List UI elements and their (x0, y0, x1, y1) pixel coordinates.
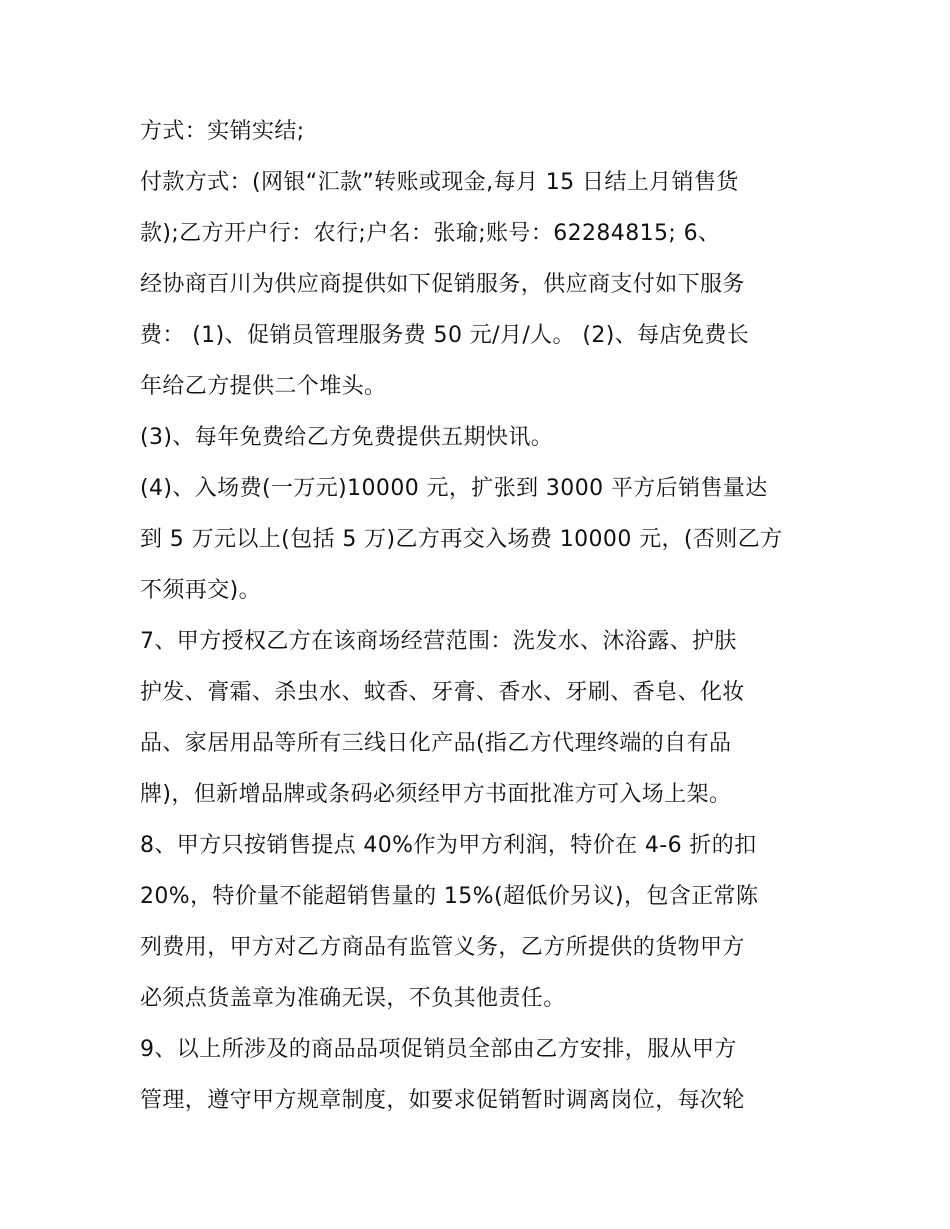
text-line: 8、甲方只按销售提点 40%作为甲方利润，特价在 4-6 折的扣 (140, 833, 757, 858)
text-line: 付款方式：(网银“汇款”转账或现金,每月 15 日结上月销售货 (140, 170, 739, 195)
text-line: 列费用，甲方对乙方商品有监管义务，乙方所提供的货物甲方 (140, 935, 745, 960)
text-line: 方式：实销实结; (140, 119, 305, 144)
text-line: 9、以上所涉及的商品品项促销员全部由乙方安排，服从甲方 (140, 1037, 737, 1062)
text-line: 7、甲方授权乙方在该商场经营范围：洗发水、沐浴露、护肤 (140, 629, 737, 654)
text-line: 管理，遵守甲方规章制度，如要求促销暂时调离岗位，每次轮 (140, 1088, 745, 1113)
text-line: (3)、每年免费给乙方免费提供五期快讯。 (140, 425, 554, 450)
text-line: 费： (1)、促销员管理服务费 50 元/月/人。 (2)、每店免费长 (140, 323, 750, 348)
text-line: 款);乙方开户行：农行;户名：张瑜;账号：62284815; 6、 (140, 221, 721, 246)
document-body (140, 106, 816, 1126)
text-line: 牌)，但新增品牌或条码必须经甲方书面批准方可入场上架。 (140, 782, 732, 807)
text-line: 年给乙方提供二个堆头。 (140, 374, 387, 399)
text-line: 到 5 万元以上(包括 5 万)乙方再交入场费 10000 元，(否则乙方 (140, 527, 783, 552)
text-line: 品、家居用品等所有三线日化产品(指乙方代理终端的自有品 (140, 731, 732, 756)
text-line: 不须再交)。 (140, 578, 261, 603)
text-line: 经协商百川为供应商提供如下促销服务，供应商支付如下服务 (140, 272, 745, 297)
text-line: 20%，特价量不能超销售量的 15%(超低价另议)，包含正常陈 (140, 884, 759, 909)
text-line: (4)、入场费(一万元)10000 元，扩张到 3000 平方后销售量达 (140, 476, 768, 501)
text-line: 护发、膏霜、杀虫水、蚊香、牙膏、香水、牙刷、香皂、化妆 (140, 680, 745, 705)
text-line: 必须点货盖章为准确无误，不负其他责任。 (140, 986, 566, 1011)
